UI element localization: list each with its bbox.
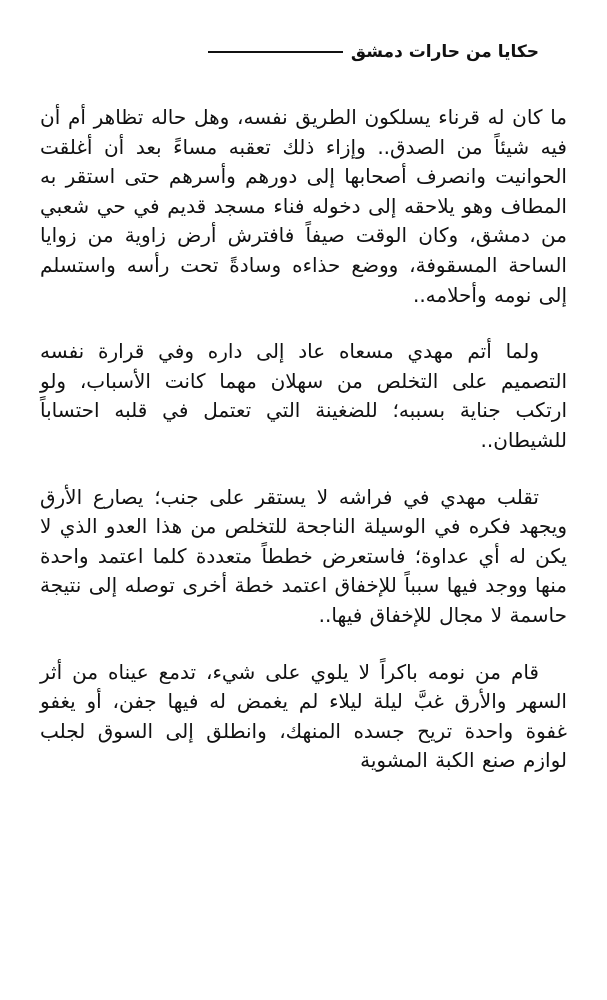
paragraph-3: تقلب مهدي في فراشه لا يستقر على جنب؛ يصارع الأرق ويجهد فكره في الوسيلة الناجحة للتخلص من هذا العدو الذي لا يكن له أي عداوة؛ فاستعرض خططاً متعددة كلما اعتمد واحدة منها ووجد فيها سبباً للإخفاق اعتمد خطة أخرى توصله إلى نتيجة حاسمة لا مجال للإخفاق فيها.. bbox=[40, 484, 567, 627]
paragraph-1: ما كان له قرناء يسلكون الطريق نفسه، وهل حاله تظاهر أم أن فيه شيئاً من الصدق.. وإزاء ذلك تعقبه مساءً بعد أن أغلقت الحوانيت وانصرف أصحابها إلى دورهم وأسرهم حتى استقر به المطاف وهو يلاحقه إلى دخوله فناء مسجد قديم في حي شعبي من دمشق، وكان الوقت صيفاً فافترش أرض زاوية من زوايا الساحة المسقوفة، ووضع حذاءه وسادةً تحت رأسه واستسلم إلى نومه وأحلامه.. bbox=[40, 105, 567, 307]
running-header bbox=[208, 40, 539, 64]
running-title: حكايا من حارات دمشق bbox=[350, 42, 539, 62]
body-text bbox=[40, 103, 567, 803]
header-rule bbox=[208, 51, 343, 53]
paragraph-2: ولما أتم مهدي مسعاه عاد إلى داره وفي قرارة نفسه التصميم على التخلص من سهلان مهما كانت الأسباب، ولو ارتكب جناية بسببه؛ للضغينة التي تعتمل في قلبه احتساباً للشيطان.. bbox=[40, 339, 567, 452]
paragraph-4: قام من نومه باكراً لا يلوي على شيء، تدمع عيناه من أثر السهر والأرق غبَّ ليلة ليلاء لم يغمض له فيها جفن، أو يغفو غفوة واحدة تريح جسده المنهك، وانطلق إلى السوق لجلب لوازم صنع الكبة المشوية bbox=[40, 659, 567, 773]
